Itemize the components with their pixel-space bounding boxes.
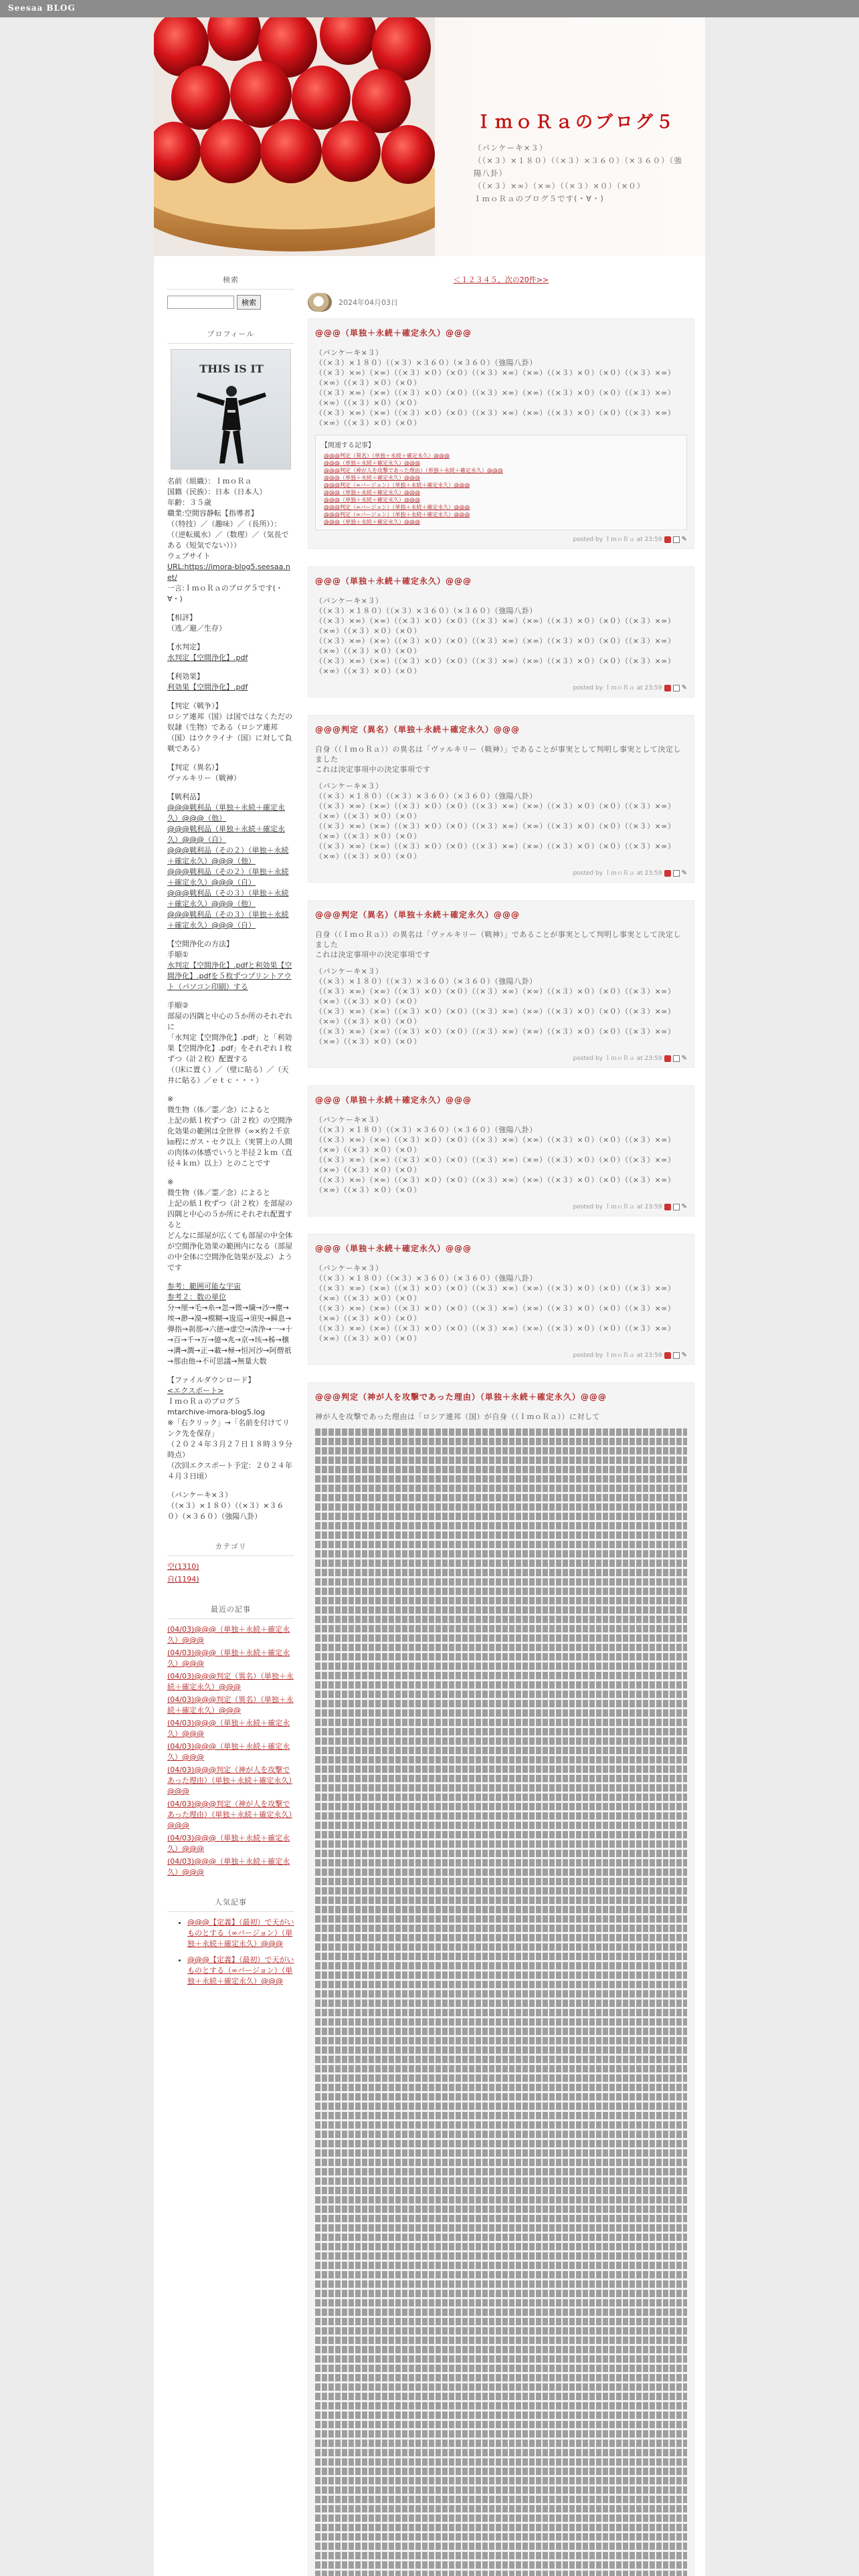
profile-image xyxy=(171,349,291,469)
comment-icon[interactable] xyxy=(664,1204,671,1210)
posted-by: posted by ＩｍｏＲａ at 23:59 xyxy=(573,536,662,543)
profile-link[interactable]: 水判定【空間浄化】.pdfと利効果【空間浄化】.pdfを５枚ずつプリントアウト（パソコン印刷）する xyxy=(167,961,292,991)
entry-paragraph: 自身（（ＩｍｏＲａ））の異名は「ヴァルキリー（戦神）」であることが事実として判明し事実として決定しました これは決定事項中の決定事項です xyxy=(315,930,681,959)
profile-link[interactable]: @@@戦利品（その３）（単独＋永続＋確定永久）@@@（自） xyxy=(167,910,289,930)
entry-paragraph: （パンケーキ×３） （（×３）×１８０）（（×３）×３６０）（×３６０）（強陽八卦） （（×３）×∞）（×∞）（（×３）×０）（×０）（（×３）×∞）（×∞）（（×３）×０）（×０）（（×３）×∞）（×∞）（（×３）×０）（×０） （（×３）×∞）（×∞）（（×３）×０）（×０）（（×３）×∞）（×∞）（（×３）×０）（×０）（（×３）×∞）（×∞）（（×３）×０）（×０） （（×３）×∞）（×∞）（（×３）×０）（×０）（（×３）×∞）（×∞）（（×３）×０）（×０）（（×３）×∞）（×∞）（（×３）×０）（×０） xyxy=(315,1115,676,1194)
related-article-link[interactable]: @@@（単独＋永続＋確定永久）@@@ xyxy=(324,460,420,466)
profile-line: ※ xyxy=(167,1178,174,1186)
profile-line: ＩｍｏＲａのブログ５ xyxy=(167,1397,241,1406)
recent-article-link[interactable]: (04/03)@@@判定（神が人を攻撃であった理由）（単独＋永続＋確定永久）@@@ xyxy=(167,1765,292,1796)
comment-icon[interactable] xyxy=(664,1352,671,1359)
related-title: 【関連する記事】 xyxy=(321,442,375,449)
profile-line: どんなに部屋が広くても部屋の中全体が空間浄化効果の範囲内になる（部屋の中全体に空間浄化効果が及ぶ）ようです xyxy=(167,1231,292,1272)
profile-line: ※「右クリック」→「名前を付けてリンク先を保存」 xyxy=(167,1418,290,1438)
profile-link[interactable]: @@@戦利品（その２）（単独＋永続＋確定永久）@@@（自） xyxy=(167,867,289,887)
recent-article-link[interactable]: (04/03)@@@（単独＋永続＋確定永久）@@@ xyxy=(167,1834,290,1853)
profile-line: 【ファイルダウンロード】 xyxy=(167,1376,256,1384)
sidebar xyxy=(167,270,294,2002)
desc-line: （パンケーキ×３） xyxy=(474,143,548,152)
posted-by: posted by ＩｍｏＲａ at 23:59 xyxy=(573,1204,662,1210)
profile-link[interactable]: 水判定【空間浄化】.pdf xyxy=(167,653,248,662)
profile-lines xyxy=(167,476,294,1522)
desc-line: （（×３）×１８０）（（×３）×３６０）（×３６０）（強陽八卦） xyxy=(474,156,682,178)
profile-line: （パンケーキ×３） xyxy=(167,1491,232,1499)
recent-article-link[interactable]: (04/03)@@@判定（神が人を攻撃であった理由）（単独＋永続＋確定永久）@@@ xyxy=(167,1800,292,1830)
profile-line: 国籍（民族）：日本（日本人） xyxy=(167,488,267,496)
profile-gap xyxy=(167,693,294,701)
entry-title[interactable]: @@@（単独＋永続＋確定永久）@@@ xyxy=(315,1095,472,1105)
profile-line: mtarchive-imora-blog5.log xyxy=(167,1408,266,1416)
profile-link[interactable]: @@@戦利品（単独＋永続＋確定永久）@@@（自） xyxy=(167,825,285,844)
comment-icon[interactable] xyxy=(664,1055,671,1062)
popular-item xyxy=(187,1955,294,1987)
popular-title: 人気記事 xyxy=(167,1893,294,1912)
entry-body xyxy=(315,596,687,676)
profile-line: ヴァルキリー（戦神） xyxy=(167,774,241,782)
edit-icon[interactable]: ✎ xyxy=(681,1055,687,1062)
entry-paragraph: （パンケーキ×３） （（×３）×１８０）（（×３）×３６０）（×３６０）（強陽八卦） （（×３）×∞）（×∞）（（×３）×０）（×０）（（×３）×∞）（×∞）（（×３）×０）（×０）（（×３）×∞）（×∞）（（×３）×０）（×０） （（×３）×∞）（×∞）（（×３）×０）（×０）（（×３）×∞）（×∞）（（×３）×０）（×０）（（×３）×∞）（×∞）（（×３）×０）（×０） （（×３）×∞）（×∞）（（×３）×０）（×０）（（×３）×∞）（×∞）（（×３）×０）（×０）（（×３）×∞）（×∞）（（×３）×０）（×０） xyxy=(315,348,676,427)
entry-footer xyxy=(315,1053,687,1062)
profile-link[interactable]: @@@戦利品（その２）（単独＋永続＋確定永久）@@@（他） xyxy=(167,846,289,865)
blog-entry xyxy=(308,1382,694,2576)
popular-item xyxy=(187,1917,294,1949)
edit-icon[interactable]: ✎ xyxy=(681,684,687,691)
related-article-link[interactable]: @@@判定（異名）（単独＋永続＋確定永久）@@@ xyxy=(324,453,450,459)
profile-gap xyxy=(167,663,294,671)
strawberry-tart-image xyxy=(154,17,435,256)
profile-link[interactable]: 参考：範囲可能な宇宙 xyxy=(167,1282,241,1291)
mail-icon[interactable] xyxy=(673,1055,680,1062)
search-block xyxy=(167,270,294,310)
recent-title: 最近の記事 xyxy=(167,1600,294,1619)
mail-icon[interactable] xyxy=(673,1352,680,1359)
related-article-link[interactable]: @@@判定（神が人を攻撃であった理由）（単独＋永続＋確定永久）@@@ xyxy=(324,467,503,473)
profile-line: 【水判定】 xyxy=(167,643,204,651)
profile-line: 「水判定【空間浄化】.pdf」と「利効果【空間浄化】.pdf」をそれぞれ１枚ずつ（計２枚）配置する xyxy=(167,1033,292,1063)
blog-header xyxy=(154,17,705,256)
profile-line: 微生物（体／霊／念）によると xyxy=(167,1105,270,1114)
comment-icon[interactable] xyxy=(664,870,671,877)
related-article-link[interactable]: @@@判定（∞バージョン）（単独＋永続＋確定永久）@@@ xyxy=(324,504,470,510)
profile-gap xyxy=(167,992,294,1000)
profile-image-text: THIS IS IT xyxy=(199,362,264,375)
search-title: 検索 xyxy=(167,270,294,290)
entry-footer xyxy=(315,1350,687,1359)
profile-line: ロシア連邦（国）は国ではなくただの奴隷（生物）である（ロシア連邦（国）はウクライナ（国）に対して負戦である） xyxy=(167,712,292,753)
profile-line: 上記の紙１枚ずつ（計２枚）を部屋の四隅と中心の５か所にそれぞれ配置すると xyxy=(167,1199,292,1229)
profile-line: 微生物（体／霊／念）によると xyxy=(167,1188,270,1197)
profile-line: 【利効果】 xyxy=(167,672,204,681)
mail-icon[interactable] xyxy=(673,870,680,877)
blog-entry xyxy=(308,900,694,1068)
profile-gap xyxy=(167,1169,294,1177)
entry-footer xyxy=(315,1202,687,1210)
profile-line: 【空間浄化の方法】 xyxy=(167,940,233,948)
related-article-link[interactable]: @@@（単独＋永続＋確定永久）@@@ xyxy=(324,497,420,503)
posted-by: posted by ＩｍｏＲａ at 23:59 xyxy=(573,685,662,691)
entry-body xyxy=(315,1115,687,1195)
profile-gap xyxy=(167,931,294,939)
related-article-link[interactable]: @@@（単独＋永続＋確定永久）@@@ xyxy=(324,475,420,481)
category-link[interactable]: 自(1194) xyxy=(167,1575,199,1584)
entry-footer xyxy=(315,534,687,543)
blog-entry xyxy=(308,1085,694,1216)
categories-block xyxy=(167,1537,294,1585)
blog-entry xyxy=(308,1234,694,1365)
edit-icon[interactable]: ✎ xyxy=(681,1203,687,1210)
mail-icon[interactable] xyxy=(673,685,680,691)
profile-line: 名前（組織）：ＩｍｏＲａ xyxy=(167,477,252,486)
profile-gap xyxy=(167,605,294,613)
profile-line: 【相評】 xyxy=(167,613,197,622)
site-title[interactable]: ＩｍｏＲａのブログ５ xyxy=(475,112,676,132)
profile-line: （（床に置く）／（壁に貼る）／（天井に貼る）／ｅｔｃ・・・） xyxy=(167,1065,289,1085)
pager[interactable] xyxy=(308,270,694,289)
blog-page xyxy=(154,17,705,2576)
profile-line: （２０２４年３月２７日１８時３９分時点） xyxy=(167,1440,292,1459)
profile-gap xyxy=(167,1367,294,1375)
posted-by: posted by ＩｍｏＲａ at 23:59 xyxy=(573,1352,662,1359)
posted-by: posted by ＩｍｏＲａ at 23:59 xyxy=(573,1055,662,1062)
entry-title[interactable]: @@@（単独＋永続＋確定永久）@@@ xyxy=(315,1244,472,1253)
search-button[interactable]: 検索 xyxy=(237,295,261,310)
recent-article-link[interactable]: (04/03)@@@判定（異名）（単独＋永続＋確定永久）@@@ xyxy=(167,1695,294,1715)
entry-title[interactable]: @@@（単独＋永続＋確定永久）@@@ xyxy=(315,576,472,586)
entries-list xyxy=(308,318,694,2576)
entry-date: 2024年04月03日 xyxy=(339,298,398,307)
related-article-link[interactable]: @@@（単独＋永続＋確定永久）@@@ xyxy=(324,490,420,496)
recent-article-link[interactable]: (04/03)@@@（単独＋永続＋確定永久）@@@ xyxy=(167,1648,290,1668)
profile-line: （逃／避／生存） xyxy=(167,624,226,633)
popular-article-link[interactable]: @@@【定義】（最初）で天がいものとする（∞バージョン）（単独＋永続＋確定永久）@@@ xyxy=(187,1955,294,1985)
entry-continued-text xyxy=(315,1428,687,2576)
profile-block xyxy=(167,324,294,1522)
profile-line: 年齢：３５歳 xyxy=(167,498,211,507)
entry-title[interactable]: @@@判定（異名）（単独＋永続＋確定永久）@@@ xyxy=(315,725,520,734)
profile-gap xyxy=(167,1482,294,1490)
entry-paragraph: （パンケーキ×３） （（×３）×１８０）（（×３）×３６０）（×３６０）（強陽八卦） （（×３）×∞）（×∞）（（×３）×０）（×０）（（×３）×∞）（×∞）（（×３）×０）（×０）（（×３）×∞）（×∞）（（×３）×０）（×０） （（×３）×∞）（×∞）（（×３）×０）（×０）（（×３）×∞）（×∞）（（×３）×０）（×０）（（×３）×∞）（×∞）（（×３）×０）（×０） （（×３）×∞）（×∞）（（×３）×０）（×０）（（×３）×∞）（×∞）（（×３）×０）（×０）（（×３）×∞）（×∞）（（×３）×０）（×０） xyxy=(315,1264,676,1343)
profile-link[interactable]: <エクスポート> xyxy=(167,1386,224,1395)
calendar-icon xyxy=(308,293,332,312)
related-article-link[interactable]: @@@判定（∞バージョン）（単独＋永続＋確定永久）@@@ xyxy=(324,482,470,488)
profile-gap xyxy=(167,1273,294,1281)
profile-link[interactable]: 利効果【空間浄化】.pdf xyxy=(167,683,248,691)
profile-link[interactable]: URL:https://imora-blog5.seesaa.net/ xyxy=(167,562,290,582)
profile-figure-icon xyxy=(171,350,291,469)
profile-line: 職業:空間容静転【指導者】 xyxy=(167,509,258,518)
profile-link[interactable]: @@@戦利品（単独＋永続＋確定永久）@@@（他） xyxy=(167,803,285,823)
profile-line: 上記の紙１枚ずつ（計２枚）の空間浄化効果の範囲は全世界（∞×約２千京㎞程にガス・セク以上（実質上の人間の肉体の体感でいうと半径２ｋｍ（直径４ｋｍ）以上）とのことです xyxy=(167,1116,292,1168)
profile-line: 【判定（異名）】 xyxy=(167,763,223,772)
profile-line: 手順② xyxy=(167,1001,189,1010)
profile-line: 手順① xyxy=(167,950,189,959)
profile-line: ※ xyxy=(167,1095,174,1103)
entry-body xyxy=(315,348,687,428)
profile-gap xyxy=(167,784,294,792)
profile-line: （（特技）／（趣味）／（長所））：（（逆転風水）／（数理）／（気長である（短気でない））） xyxy=(167,520,289,550)
entry-title[interactable]: @@@判定（神が人を攻撃であった理由）（単独＋永続＋確定永久）@@@ xyxy=(315,1392,607,1402)
categories-title: カテゴリ xyxy=(167,1537,294,1556)
popular-article-link[interactable]: @@@【定義】（最初）で天がいものとする（∞バージョン）（単独＋永続＋確定永久）@@@ xyxy=(187,1918,294,1948)
related-article-link[interactable]: @@@（単独＋永続＋確定永久）@@@ xyxy=(324,519,420,525)
recent-article-link[interactable]: (04/03)@@@（単独＋永続＋確定永久）@@@ xyxy=(167,1857,290,1876)
profile-line: （（×３）×１８０）（（×３）×３６０）（×３６０）（強陽八卦） xyxy=(167,1501,284,1521)
recent-block xyxy=(167,1600,294,1878)
profile-gap xyxy=(167,634,294,642)
blog-entry xyxy=(308,318,694,549)
main-column xyxy=(308,270,694,2576)
profile-line: 分→厘→毛→糸→忽→微→繊→沙→塵→埃→渺→漠→模糊→逡巡→須臾→瞬息→弾指→刹那→六徳→虚空→清浄→一→十→百→千→万→億→兆→京→垓→秭→穣→溝→澗→正→載→極→恒河沙→阿僧祇→那由他→不可思議→無量大数 xyxy=(167,1303,293,1366)
entry-paragraph: 神が人を攻撃であった理由は「ロシア連邦（国）が自身（（ＩｍｏＲａ））に対して xyxy=(315,1412,600,1421)
profile-line: 【判定（戦争）】 xyxy=(167,702,223,710)
profile-link[interactable]: 参考２：数の単位 xyxy=(167,1293,226,1301)
comment-icon[interactable] xyxy=(664,685,671,691)
recent-article-link[interactable]: (04/03)@@@（単独＋永続＋確定永久）@@@ xyxy=(167,1742,290,1761)
popular-list xyxy=(167,1917,294,1987)
profile-line: 部屋の四隅と中心の５か所のそれぞれに xyxy=(167,1012,292,1031)
profile-line: 【戦利品】 xyxy=(167,792,204,801)
comment-icon[interactable] xyxy=(664,536,671,543)
entry-footer xyxy=(315,683,687,691)
entry-body xyxy=(315,930,687,1047)
entry-paragraph: （パンケーキ×３） （（×３）×１８０）（（×３）×３６０）（×３６０）（強陽八卦） （（×３）×∞）（×∞）（（×３）×０）（×０）（（×３）×∞）（×∞）（（×３）×０）（×０）（（×３）×∞）（×∞）（（×３）×０）（×０） （（×３）×∞）（×∞）（（×３）×０）（×０）（（×３）×∞）（×∞）（（×３）×０）（×０）（（×３）×∞）（×∞）（（×３）×０）（×０） （（×３）×∞）（×∞）（（×３）×０）（×０）（（×３）×∞）（×∞）（（×３）×０）（×０）（（×３）×∞）（×∞）（（×３）×０）（×０） xyxy=(315,597,676,675)
edit-icon[interactable]: ✎ xyxy=(681,1352,687,1359)
entry-paragraph: （パンケーキ×３） （（×３）×１８０）（（×３）×３６０）（×３６０）（強陽八卦） （（×３）×∞）（×∞）（（×３）×０）（×０）（（×３）×∞）（×∞）（（×３）×０）（×０）（（×３）×∞）（×∞）（（×３）×０）（×０） （（×３）×∞）（×∞）（（×３）×０）（×０）（（×３）×∞）（×∞）（（×３）×０）（×０）（（×３）×∞）（×∞）（（×３）×０）（×０） （（×３）×∞）（×∞）（（×３）×０）（×０）（（×３）×∞）（×∞）（（×３）×０）（×０）（（×３）×∞）（×∞）（（×３）×０）（×０） xyxy=(315,782,676,861)
profile-line: ウェブサイト xyxy=(167,552,211,560)
profile-link[interactable]: @@@戦利品（その３）（単独＋永続＋確定永久）@@@（他） xyxy=(167,889,289,908)
profile-title: プロフィール xyxy=(167,324,294,344)
popular-block xyxy=(167,1893,294,1987)
entry-footer xyxy=(315,868,687,877)
profile-gap xyxy=(167,1086,294,1094)
edit-icon[interactable]: ✎ xyxy=(681,869,687,877)
edit-icon[interactable]: ✎ xyxy=(681,536,687,543)
mail-icon[interactable] xyxy=(673,536,680,543)
entry-title[interactable]: @@@（単独＋永続＋確定永久）@@@ xyxy=(315,328,472,338)
entry-body xyxy=(315,744,687,861)
entry-body xyxy=(315,1412,687,1422)
recent-article-link[interactable]: (04/03)@@@（単独＋永続＋確定永久）@@@ xyxy=(167,1719,290,1738)
entry-paragraph: 自身（（ＩｍｏＲａ））の異名は「ヴァルキリー（戦神）」であることが事実として判明し事実として決定しました これは決定事項中の決定事項です xyxy=(315,745,681,774)
category-link[interactable]: 空(1310) xyxy=(167,1562,199,1571)
related-articles xyxy=(315,435,687,530)
profile-line: 一言:ＩｍｏＲａのブログ５です(・∀・) xyxy=(167,584,283,603)
recent-article-link[interactable]: (04/03)@@@（単独＋永続＋確定永久）@@@ xyxy=(167,1625,290,1644)
profile-gap xyxy=(167,754,294,762)
desc-line: ＩｍｏＲａのブログ５です(・∀・) xyxy=(474,194,604,203)
brand-logo[interactable]: Seesaa BLOG xyxy=(8,3,76,13)
desc-line: （（×３）×∞）（×∞）（（×３）×０）（×０） xyxy=(474,181,646,191)
search-input[interactable] xyxy=(167,296,234,309)
recent-article-link[interactable]: (04/03)@@@判定（異名）（単独＋永続＋確定永久）@@@ xyxy=(167,1672,294,1691)
seesaa-topbar[interactable] xyxy=(0,0,859,17)
blog-entry xyxy=(308,566,694,697)
date-row xyxy=(308,293,694,312)
blog-entry xyxy=(308,715,694,883)
mail-icon[interactable] xyxy=(673,1204,680,1210)
search-row xyxy=(167,295,294,310)
pager-links[interactable]: ＜１２３４５、次の20件>> xyxy=(453,276,549,284)
related-article-link[interactable]: @@@判定（∞バージョン）（単独＋永続＋確定永久）@@@ xyxy=(324,512,470,518)
entry-paragraph: （パンケーキ×３） （（×３）×１８０）（（×３）×３６０）（×３６０）（強陽八卦） （（×３）×∞）（×∞）（（×３）×０）（×０）（（×３）×∞）（×∞）（（×３）×０）（×０）（（×３）×∞）（×∞）（（×３）×０）（×０） （（×３）×∞）（×∞）（（×３）×０）（×０）（（×３）×∞）（×∞）（（×３）×０）（×０）（（×３）×∞）（×∞）（（×３）×０）（×０） （（×３）×∞）（×∞）（（×３）×０）（×０）（（×３）×∞）（×∞）（（×３）×０）（×０）（（×３）×∞）（×∞）（（×３）×０）（×０） xyxy=(315,967,676,1046)
entry-body xyxy=(315,1263,687,1344)
entry-title[interactable]: @@@判定（異名）（単独＋永続＋確定永久）@@@ xyxy=(315,910,520,920)
posted-by: posted by ＩｍｏＲａ at 23:59 xyxy=(573,870,662,877)
site-description xyxy=(474,142,688,205)
profile-line: （次回エクスポート予定：２０２４年４月３日頃） xyxy=(167,1461,292,1481)
